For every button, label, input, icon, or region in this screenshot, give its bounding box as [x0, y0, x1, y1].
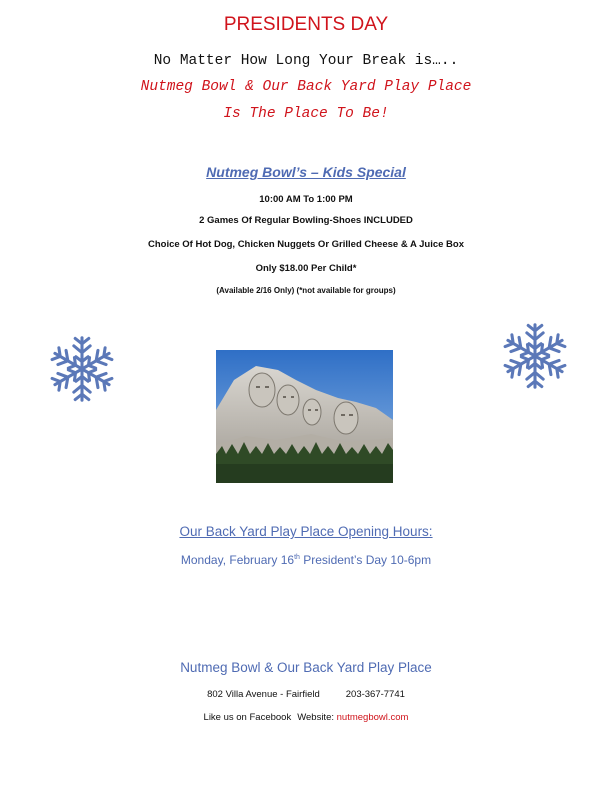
special-price: Only $18.00 Per Child* — [255, 263, 357, 274]
hours-date: Monday, February 16 — [180, 553, 295, 567]
website-label: Website: — [297, 712, 334, 723]
special-availability: (Available 2/16 Only) (*not available for groups) — [216, 286, 396, 295]
website-link[interactable]: nutmegbowl.com — [336, 712, 409, 723]
social-line — [0, 712, 612, 723]
presidents-day-hours — [0, 553, 612, 567]
street-address: 802 Villa Avenue - Fairfield — [207, 689, 320, 700]
snowflake-icon — [48, 335, 116, 403]
hours-date-suffix: th — [294, 554, 300, 561]
kids-special-heading: Nutmeg Bowl’s – Kids Special — [206, 164, 406, 180]
special-games: 2 Games Of Regular Bowling-Shoes INCLUDED — [199, 215, 413, 226]
facebook-link[interactable]: Like us on Facebook — [203, 712, 292, 723]
venue-tagline: Nutmeg Bowl & Our Back Yard Play Place — [140, 79, 472, 95]
page-title: PRESIDENTS DAY — [223, 14, 389, 35]
hours-detail: President’s Day 10-6pm — [299, 553, 432, 567]
mount-rushmore-photo — [216, 350, 393, 483]
play-place-hours-heading: Our Back Yard Play Place Opening Hours: — [179, 524, 433, 539]
phone-number[interactable]: 203-367-7741 — [345, 689, 405, 700]
snowflake-icon — [501, 322, 569, 390]
break-tagline: No Matter How Long Your Break is….. — [153, 53, 459, 69]
special-food: Choice Of Hot Dog, Chicken Nuggets Or Grilled Cheese & A Juice Box — [147, 239, 465, 250]
special-time: 10:00 AM To 1:00 PM — [259, 194, 353, 205]
venue-name: Nutmeg Bowl & Our Back Yard Play Place — [180, 660, 432, 675]
address-line — [0, 689, 612, 700]
place-tagline: Is The Place To Be! — [223, 106, 389, 122]
